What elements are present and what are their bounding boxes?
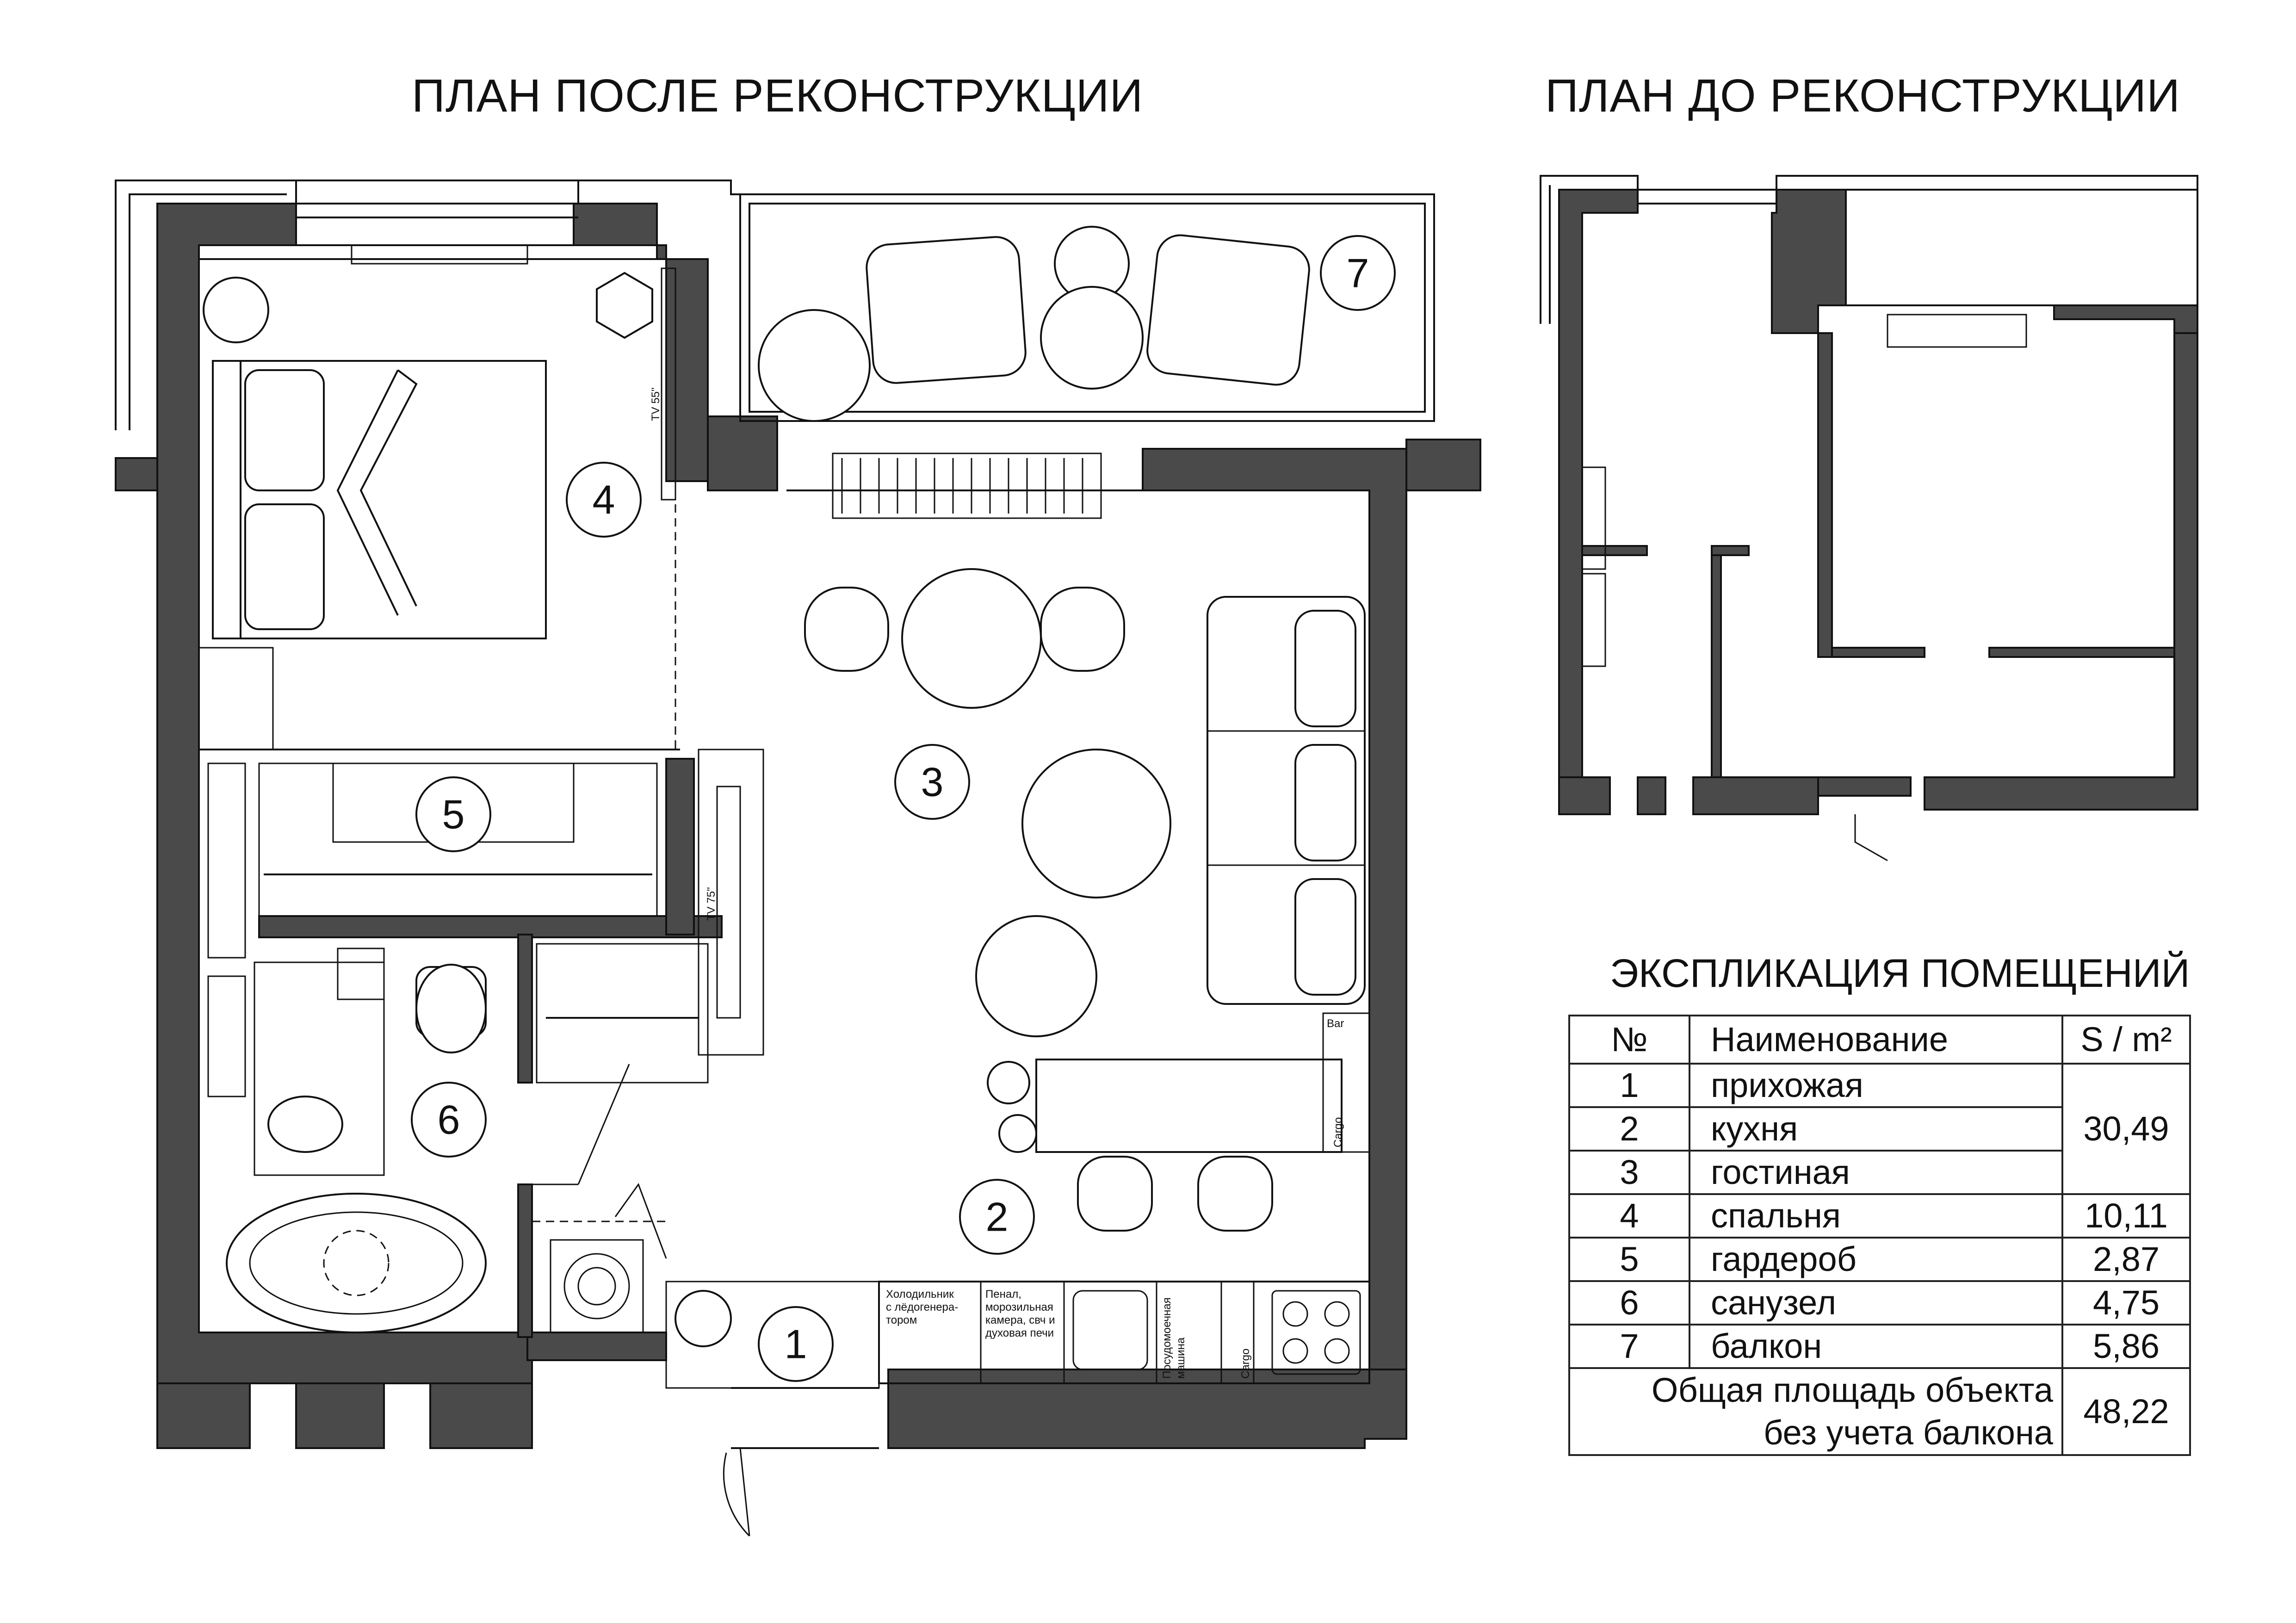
balcony-table-1 xyxy=(759,310,870,421)
cargo-kitchen-label: Cargo xyxy=(1239,1348,1252,1379)
bathtub xyxy=(227,1194,486,1332)
room-1-marker xyxy=(759,1307,833,1381)
wall-bottom-block-3 xyxy=(430,1383,532,1448)
dining-chair-2 xyxy=(1041,588,1124,671)
room-number-1: 1 xyxy=(784,1321,807,1367)
plan-before xyxy=(1541,176,2197,861)
plan-before-title: ПЛАН ДО РЕКОНСТРУКЦИИ xyxy=(1545,70,2181,122)
total-row xyxy=(1569,1368,2190,1455)
before-wall-bl-4 xyxy=(1818,777,1911,796)
before-wall-right xyxy=(1925,305,2197,810)
row-area: 4,75 xyxy=(2062,1281,2190,1325)
coffee-table xyxy=(1022,750,1170,898)
partition-wardrobe xyxy=(259,916,722,937)
partition-living xyxy=(666,759,694,935)
kitchen-sink xyxy=(1073,1291,1147,1369)
header-area: S / m² xyxy=(2062,1016,2190,1064)
wall-bedroom-right xyxy=(574,204,708,481)
row-name: санузел xyxy=(1690,1281,2062,1325)
before-wall-bl-2 xyxy=(1638,777,1665,814)
balcony-table-3 xyxy=(1041,287,1143,389)
row-number: 6 xyxy=(1569,1281,1690,1325)
entrance-door xyxy=(724,1448,749,1536)
tv-living xyxy=(717,787,740,1018)
balcony-armchair-2 xyxy=(1145,233,1312,387)
explication-header-row xyxy=(1569,1016,2190,1064)
bar-label: Bar xyxy=(1327,1017,1344,1030)
kitchen-island xyxy=(1036,1059,1342,1152)
header-number: № xyxy=(1569,1016,1690,1064)
explication-title: ЭКСПЛИКАЦИЯ ПОМЕЩЕНИЙ xyxy=(1610,951,2190,996)
row-name: балкон xyxy=(1690,1325,2062,1368)
wall-stub-right xyxy=(1406,440,1480,490)
pillow-1 xyxy=(245,370,324,490)
total-label-line-2: без учета балкона xyxy=(1763,1413,2053,1452)
table-row xyxy=(1569,1064,2190,1107)
bar-stool-2 xyxy=(999,1115,1036,1152)
table-row xyxy=(1569,1238,2190,1281)
wall-bottom-block-2 xyxy=(296,1383,384,1448)
room-number-3: 3 xyxy=(921,759,944,805)
entrance-pouf xyxy=(675,1291,731,1346)
bath-cabinet xyxy=(208,976,245,1096)
row-name: спальня xyxy=(1690,1194,2062,1238)
wall-bottom-thin xyxy=(527,1332,666,1360)
row-number: 7 xyxy=(1569,1325,1690,1368)
row-area: 30,49 xyxy=(2062,1064,2190,1194)
table-row xyxy=(1569,1194,2190,1238)
hall-wardrobe xyxy=(537,944,708,1083)
row-number: 2 xyxy=(1569,1107,1690,1151)
sofa-pillow-2 xyxy=(1295,745,1355,861)
balcony-door-frame xyxy=(786,421,1143,490)
pencil-label-2: морозильная xyxy=(985,1301,1053,1313)
radiator-living xyxy=(833,453,1101,518)
row-area: 10,11 xyxy=(2062,1194,2190,1238)
row-number: 1 xyxy=(1569,1064,1690,1107)
before-outer-contour xyxy=(1541,176,2197,324)
plan-after-title: ПЛАН ПОСЛЕ РЕКОНСТРУКЦИИ xyxy=(412,70,1144,122)
table-row xyxy=(1569,1281,2190,1325)
balcony-armchair-1 xyxy=(865,235,1027,384)
room-5-marker xyxy=(416,777,490,851)
bar-stool-1 xyxy=(988,1062,1029,1103)
room-3-marker xyxy=(895,745,969,819)
room-4-marker xyxy=(567,463,641,537)
before-window xyxy=(1638,190,1776,204)
bedroom-lamp xyxy=(204,278,268,342)
row-name: гостиная xyxy=(1690,1151,2062,1194)
living-armchair xyxy=(976,916,1096,1036)
pencil-label-4: духовая печи xyxy=(985,1327,1054,1339)
dining-table xyxy=(902,569,1041,708)
before-wall-mid-top xyxy=(1772,190,1846,333)
sofa-pillow-1 xyxy=(1295,611,1355,726)
wardrobe-cabinet-left xyxy=(208,763,245,958)
room-7-marker xyxy=(1321,236,1395,310)
tv-bedroom-label: TV 55" xyxy=(650,387,662,421)
row-area: 5,86 xyxy=(2062,1325,2190,1368)
dining-chair-1 xyxy=(805,588,888,671)
pillow-2 xyxy=(245,504,324,629)
header-name: Наименование xyxy=(1690,1016,2062,1064)
room-number-2: 2 xyxy=(985,1194,1009,1240)
fridge-label-2: с лёдогенера- xyxy=(886,1301,959,1313)
row-number: 4 xyxy=(1569,1194,1690,1238)
cooktop xyxy=(1272,1291,1360,1374)
before-wall-mid xyxy=(1818,333,1832,657)
bedroom-side-table xyxy=(597,273,652,338)
entrance-door-frame xyxy=(731,1388,879,1448)
total-label-line-1: Общая площадь объекта xyxy=(1651,1371,2053,1409)
row-name: кухня xyxy=(1690,1107,2062,1151)
bed-headboard xyxy=(213,361,241,638)
total-area: 48,22 xyxy=(2062,1368,2190,1455)
pencil-label-1: Пенал, xyxy=(985,1288,1021,1301)
partition-bath-2 xyxy=(518,1184,532,1337)
sofa-pillow-3 xyxy=(1295,879,1355,995)
cargo-bar-label: Cargo xyxy=(1332,1117,1344,1147)
before-wall-bl-3 xyxy=(1693,777,1818,814)
fridge-label-1: Холодильник xyxy=(886,1288,954,1301)
pencil-label-3: камера, свч и xyxy=(985,1314,1055,1326)
room-number-4: 4 xyxy=(592,477,615,523)
toilet xyxy=(416,965,486,1053)
row-name: гардероб xyxy=(1690,1238,2062,1281)
radiator-bedroom xyxy=(352,245,527,264)
before-radiator xyxy=(1888,315,2026,347)
before-wall-bl-1 xyxy=(1559,777,1610,814)
plan-after xyxy=(116,180,1480,1536)
row-name: прихожая xyxy=(1690,1064,2062,1107)
bar-chair-1 xyxy=(1078,1157,1152,1231)
before-wall-left xyxy=(1559,190,1638,787)
table-row xyxy=(1569,1325,2190,1368)
before-balcony xyxy=(1846,190,2197,305)
dishwasher-label-2: машина xyxy=(1175,1337,1187,1379)
fridge-label-3: тором xyxy=(886,1314,917,1326)
total-label xyxy=(1569,1368,2062,1455)
row-number: 5 xyxy=(1569,1238,1690,1281)
room-2-marker xyxy=(960,1180,1034,1254)
bedroom-cabinet xyxy=(199,648,273,750)
explication-table xyxy=(1568,1015,2191,1456)
sink xyxy=(268,1096,342,1152)
dishwasher-label-1: Посудомоечная xyxy=(1161,1297,1173,1379)
bedroom-window xyxy=(296,180,578,245)
wall-stub-left xyxy=(116,458,157,490)
room-6-marker xyxy=(412,1083,486,1157)
wall-pillar xyxy=(708,416,777,490)
row-number: 3 xyxy=(1569,1151,1690,1194)
room-number-5: 5 xyxy=(442,791,465,837)
partition-bath-1 xyxy=(518,935,532,1083)
before-entrance-door xyxy=(1855,814,1888,861)
tv-living-label: TV 75" xyxy=(705,887,718,921)
bar-chair-2 xyxy=(1198,1157,1272,1231)
row-area: 2,87 xyxy=(2062,1238,2190,1281)
room-number-6: 6 xyxy=(437,1096,460,1143)
wall-bottom-block-1 xyxy=(157,1383,250,1448)
room-number-7: 7 xyxy=(1346,250,1369,296)
